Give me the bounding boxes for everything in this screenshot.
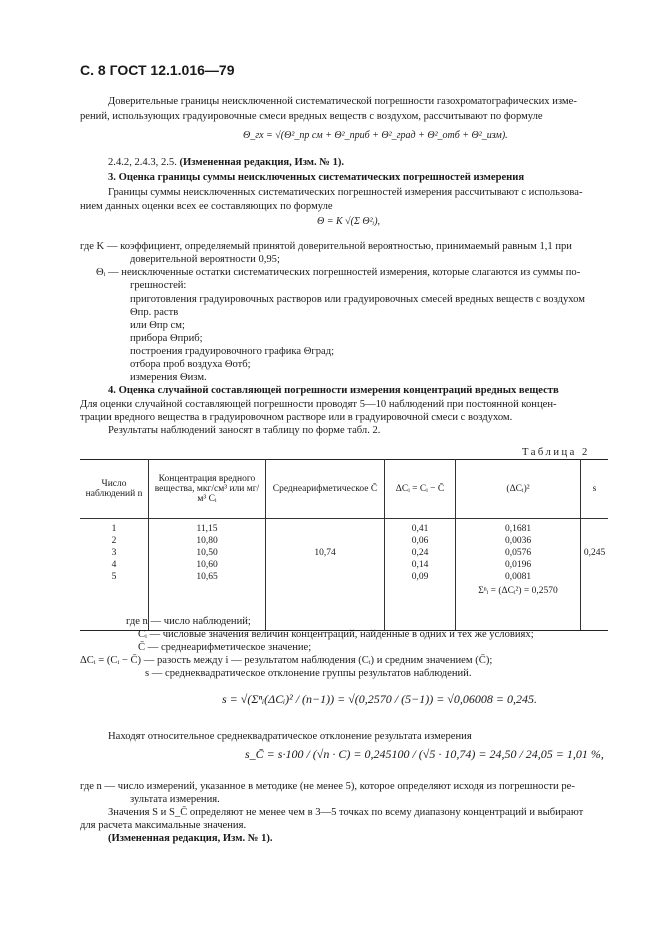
formula-theta-gh: Θ_гх = √(Θ²_пр см + Θ²_приб + Θ²_град + Θ²_отб + Θ²_изм). [243,130,508,141]
list-item: измерения Θизм. [130,372,207,383]
formula-s: s = √(Σⁿᵢ(ΔCᵢ)² / (n−1)) = √(0,2570 / (5−1)) = √0,06008 = 0,245. [222,692,537,706]
value: 10,60 [196,560,218,570]
formula-rel-s: s_C̄ = s·100 / (√n · C) = 0,245100 / (√5 · 10,74) = 24,50 / 24,05 = 1,01 %, [245,747,604,761]
def-n: где n — число наблюдений; [126,616,251,627]
col-header-s: s [581,460,609,519]
value: 11,15 [196,524,218,534]
value: 0,0196 [504,560,532,570]
value: 0,245 [583,548,606,558]
value: 0,0036 [504,536,532,546]
list-item: или Θпр см; [130,320,185,331]
value: 2 [111,536,117,546]
list-item: Θпр. раств [130,307,179,318]
paragraph-line: Значения S и S_C̄ определяют не менее чем в 3—5 точках по всему диапазону концентраций и выбирают [108,807,584,818]
value: 1 [111,524,117,534]
list-item: построения градуировочного графика Θград; [130,346,335,357]
cell-s [581,519,609,631]
value: 0,14 [411,560,429,570]
note-sections: 2.4.2, 2.4.3, 2.5. [108,157,177,168]
paragraph-line: Доверительные границы неисключенной систематической погрешности газохроматографических изме- [108,96,577,107]
paragraph-line: Результаты наблюдений заносят в таблицу по форме табл. 2. [108,425,381,436]
formula-theta-sum: Θ = K √(Σ Θ²ᵢ), [317,216,381,227]
value: 5 [111,572,117,582]
paragraph-line: рений, использующих градуировочные смеси вредных веществ с воздухом, рассчитывают по формуле [80,111,543,122]
col-header-delta: ΔCᵢ = Cᵢ − C̄ [385,460,456,519]
sum-value: Σⁿᵢ = (ΔCᵢ²) = 0,2570 [478,586,558,596]
list-item: прибора Θприб; [130,333,203,344]
value: 0,41 [411,524,429,534]
list-item: отбора проб воздуха Θотб; [130,359,251,370]
definition-theta-i-cont: грешностей: [130,280,187,291]
paragraph-line: Находят относительное среднеквадратическое отклонение результата измерения [108,731,472,742]
def-ci: Cᵢ — числовые значения величин концентраций, найденные в одних и тех же условиях; [138,629,534,640]
value: 0,0576 [504,548,532,558]
table-caption: Таблица 2 [522,447,590,458]
value: 4 [111,560,117,570]
value: 0,06 [411,536,429,546]
value: 3 [111,548,117,558]
paragraph-line: Для оценки случайной составляющей погрешности проводят 5—10 наблюдений при постоянной концен- [80,399,557,410]
definition-theta-i: Θᵢ — неисключенные остатки систематических погрешностей измерения, которые слагаются из суммы по- [96,267,581,278]
value: 0,24 [411,548,429,558]
value: 0,0081 [504,572,532,582]
value: 0,1681 [504,524,532,534]
paragraph-line: зультата измерения. [130,794,220,805]
cell-dc [385,519,456,631]
value: 10,50 [196,548,218,558]
paragraph-line: трации вредного вещества в градуировочном растворе или в градуировочной смеси с воздухом. [80,412,513,423]
col-header-mean: Среднеарифметическое C̄ [266,460,385,519]
col-header-concentration: Концентрация вредного вещества, мкг/см³ или мг/м³ Cᵢ [149,460,266,519]
cell-mean [266,519,385,631]
cell-c [149,519,266,631]
amendment-note: (Измененная редакция, Изм. № 1). [179,157,345,168]
paragraph-line: где n — число измерений, указанное в методике (не менее 5), которое определяют исходя из погрешности ре- [80,781,575,792]
definition-K-cont: доверительной вероятности 0,95; [130,254,280,265]
col-header-delta-sq: (ΔCᵢ)² [456,460,581,519]
cell-n [80,519,149,631]
note-ref [108,156,344,169]
section-3-heading: 3. Оценка границы суммы неисключенных систематических погрешностей измерения [108,172,525,183]
section-4-heading: 4. Оценка случайной составляющей погрешности измерения концентраций вредных веществ [108,385,559,396]
paragraph-line: для расчета максимальные значения. [80,820,247,831]
col-header-n: Число наблюдений n [80,460,149,519]
value: 0,09 [411,572,429,582]
value: 10,74 [314,548,336,558]
cell-dc2 [456,519,581,631]
def-delta: ΔCᵢ = (Cᵢ − C̄) — разость между i — результатом наблюдения (Cᵢ) и средним значением (C̄); [80,655,493,666]
value: 10,80 [196,536,218,546]
value: 10,65 [196,572,218,582]
def-s: s — среднеквадратическое отклонение группы результатов наблюдений. [145,668,472,679]
definition-K: где K — коэффициент, определяемый принятой доверительной вероятностью, принимаемый равным 1,1 при [80,241,572,252]
paragraph-line: Границы суммы неисключенных систематических погрешностей измерения рассчитывают с использова- [108,187,583,198]
page-header: С. 8 ГОСТ 12.1.016—79 [80,62,235,78]
results-table [80,459,608,631]
list-item: приготовления градуировочных растворов или градуировочных смесей вредных веществ с воздухом [130,294,585,305]
def-mean: C̄ — среднеарифметическое значение; [138,642,312,653]
amendment-note: (Измененная редакция, Изм. № 1). [108,833,273,844]
paragraph-line: нием данных оценки всех ее составляющих по формуле [80,201,333,212]
